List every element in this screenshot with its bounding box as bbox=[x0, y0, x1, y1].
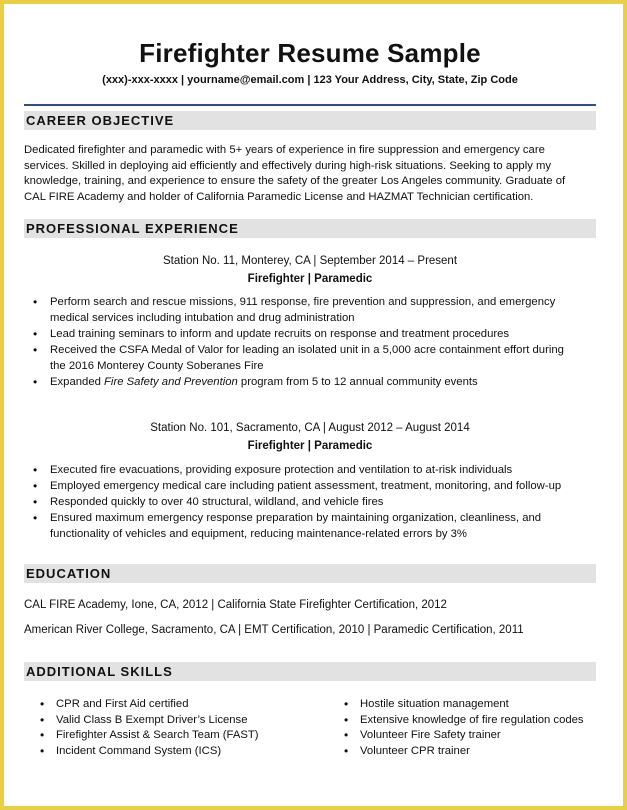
section-title: ADDITIONAL SKILLS bbox=[26, 664, 173, 679]
skills-list-left bbox=[32, 697, 322, 759]
bullet-text: functionality of vehicles and equipment, reducing maintenance-related errors by 3% bbox=[50, 528, 467, 540]
bullet-text: medical services including intubation and drug administration bbox=[50, 312, 355, 324]
education-entry: American River College, Sacramento, CA | EMT Certification, 2010 | Paramedic Certification, 2011 bbox=[24, 624, 524, 636]
section-title: EDUCATION bbox=[26, 566, 112, 581]
list-item: • Extensive knowledge of fire regulation codes bbox=[336, 713, 596, 729]
list-item: • CPR and First Aid certified bbox=[32, 697, 322, 713]
job-bullets bbox=[24, 294, 596, 390]
list-item: • Hostile situation management bbox=[336, 697, 596, 713]
objective-line: CAL FIRE Academy and holder of California Paramedic License and HAZMAT Technician certification. bbox=[24, 190, 534, 203]
section-education bbox=[24, 564, 596, 583]
bullet-text: Executed fire evacuations, providing exposure protection and ventilation to at-risk individuals bbox=[50, 464, 513, 476]
bullet-text: program from 5 to 12 annual community events bbox=[237, 376, 478, 388]
bullet-text: Expanded bbox=[50, 376, 105, 388]
contact-line: (xxx)-xxx-xxxx | yourname@email.com | 123 Your Address, City, State, Zip Code bbox=[102, 74, 518, 86]
list-item bbox=[24, 494, 596, 510]
list-item bbox=[24, 510, 596, 542]
objective-line: knowledge, training, and experience to ensure the safety of the greater Los Angeles community. Graduate of bbox=[24, 175, 566, 187]
list-item bbox=[24, 374, 596, 390]
list-item bbox=[24, 342, 596, 374]
bullet-text: Perform search and rescue missions, 911 response, fire prevention and suppression, and emergency bbox=[50, 296, 556, 308]
education-entry: CAL FIRE Academy, Ione, CA, 2012 | California State Firefighter Certification, 2012 bbox=[24, 599, 447, 611]
bullet-text: the 2016 Monterey County Soberanes Fire bbox=[50, 360, 264, 372]
list-item bbox=[24, 294, 596, 326]
objective-line: Dedicated firefighter and paramedic with 5+ years of experience in fire suppression and emergency care bbox=[24, 144, 545, 156]
bullet-text: Received the CSFA Medal of Valor for leading an isolated unit in a 5,000 acre containment effort during bbox=[50, 344, 564, 356]
list-item: • Volunteer Fire Safety trainer bbox=[336, 728, 596, 744]
bullet-text: Lead training seminars to inform and update recruits on response and treatment procedures bbox=[50, 328, 510, 340]
resume-title: Firefighter Resume Sample bbox=[139, 38, 481, 68]
list-item bbox=[24, 462, 596, 478]
program-name: Fire Safety and Prevention bbox=[104, 376, 238, 388]
list-item bbox=[24, 478, 596, 494]
bullet-text: Ensured maximum emergency response preparation by maintaining organization, cleanliness, and bbox=[50, 512, 542, 524]
section-career-objective bbox=[24, 111, 596, 130]
list-item bbox=[24, 326, 596, 342]
job-role: Firefighter | Paramedic bbox=[247, 440, 373, 452]
job-header: Station No. 11, Monterey, CA | September 2014 – Present bbox=[162, 255, 458, 267]
skills-list-right bbox=[336, 697, 596, 759]
list-item: • Valid Class B Exempt Driver’s License bbox=[32, 713, 322, 729]
section-title: CAREER OBJECTIVE bbox=[26, 113, 175, 128]
job-role: Firefighter | Paramedic bbox=[247, 273, 373, 285]
section-professional-experience bbox=[24, 219, 596, 238]
section-title: PROFESSIONAL EXPERIENCE bbox=[26, 221, 239, 236]
objective-text bbox=[24, 143, 596, 205]
job-header: Station No. 101, Sacramento, CA | August 2012 – August 2014 bbox=[150, 422, 470, 434]
bullet-text: Responded quickly to over 40 structural, wildland, and vehicle fires bbox=[50, 496, 384, 508]
bullet-text: Employed emergency medical care including patient assessment, treatment, monitoring, and follow-up bbox=[50, 480, 562, 492]
list-item: • Incident Command System (ICS) bbox=[32, 744, 322, 760]
job-bullets bbox=[24, 462, 596, 542]
header-divider bbox=[24, 104, 596, 106]
list-item: • Firefighter Assist & Search Team (FAST) bbox=[32, 728, 322, 744]
section-additional-skills bbox=[24, 662, 596, 681]
objective-line: services. Skilled in deploying aid efficiently and effectively during high-risk situations. Seeking to apply my bbox=[24, 159, 552, 172]
list-item: • Volunteer CPR trainer bbox=[336, 744, 596, 760]
